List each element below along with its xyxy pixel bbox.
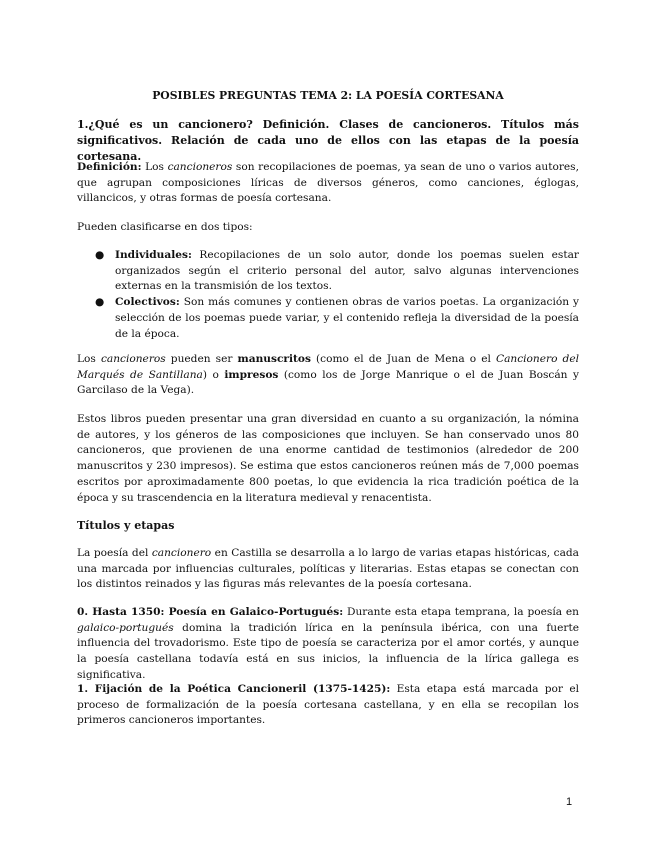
text-run: manuscritos — [237, 353, 311, 365]
bullet-label: Colectivos: — [115, 296, 180, 309]
text-run: pueden ser — [165, 353, 238, 365]
stages-intro-paragraph — [77, 546, 579, 593]
stage-0-paragraph — [77, 605, 579, 684]
text-run: Durante esta etapa temprana, la poesía en — [343, 606, 579, 618]
text-run: (como el de Juan de Mena o el — [310, 353, 496, 365]
text-run: cancionero — [151, 547, 212, 559]
definition-label: Definición: — [77, 161, 142, 173]
manuscripts-paragraph — [77, 352, 579, 399]
bullet-icon: ● — [95, 296, 105, 309]
text-run: Cancionero del Marqués de Santillana — [77, 353, 580, 381]
bullet-label: Individuales: — [115, 249, 192, 261]
text-run: en Castilla se desarrolla a lo largo de varias etapas históricas, cada una marcada por influencias culturales, políticas y literarias. Estas etapas se conectan con los distintos reinados y las figuras más relevantes de la poesía cortesana. — [77, 547, 580, 591]
definition-italic: cancioneros — [167, 161, 233, 173]
definition-paragraph — [77, 160, 579, 207]
page-number: 1 — [566, 796, 573, 808]
text-run: (como los de Jorge Manrique o el de Juan Boscán y Garcilaso de la Vega). — [77, 368, 579, 397]
text-run: La poesía del — [77, 547, 152, 559]
text-run: domina la tradición lírica en la península ibérica, con una fuerte influencia del trovadorismo. Este tipo de poesía se caracteriza por el amor cortés, y aunque la poesía castellana todavía está en sus inicios, la influencia de la lírica gallega es significativa. — [77, 621, 579, 681]
list-item — [77, 295, 579, 342]
text-run: Esta etapa está marcada por el proceso de formalización de la poesía cortesana castellana, y en ella se recopilan los primeros cancioneros importantes. — [77, 683, 579, 727]
list-item — [77, 248, 579, 295]
definition-pre: Los — [141, 161, 168, 173]
text-run: ) o — [202, 368, 225, 381]
bullet-icon: ● — [95, 249, 105, 261]
classification-intro: Pueden clasificarse en dos tipos: — [77, 221, 253, 233]
bullet-text: Son más comunes y contienen obras de varios poetas. La organización y selección de los poemas puede variar, y el contenido refleja la diversidad de la poesía de la época. — [115, 296, 579, 340]
stage-label: 1. Fijación de la Poética Cancioneril (1375-1425): — [77, 683, 391, 695]
types-list — [77, 248, 579, 342]
question-heading: 1.¿Qué es un cancionero? Definición. Clases de cancioneros. Títulos más significativos. Relación de cada uno de ellos con las etapas de la poesía cortesana. — [77, 118, 579, 163]
bullet-text: Recopilaciones de un solo autor, donde los poemas suelen estar organizados según el criterio personal del autor, salvo algunas intervenciones externas en la transmisión de los textos. — [115, 249, 579, 293]
document-title: POSIBLES PREGUNTAS TEMA 2: LA POESÍA CORTESANA — [152, 89, 504, 102]
stage-label: 0. Hasta 1350: Poesía en Galaico-Portugués: — [77, 606, 344, 618]
definition-text: son recopilaciones de poemas, ya sean de uno o varios autores, que agrupan composiciones líricas de diversos géneros, como canciones, églogas, villancicos, y otras formas de poesía cortesana. — [77, 161, 579, 205]
text-run: impresos — [224, 368, 279, 381]
section-subheading: Títulos y etapas — [77, 519, 175, 532]
diversity-paragraph: Estos libros pueden presentar una gran diversidad en cuanto a su organización, la nómina de autores, y los géneros de las composiciones que incluyen. Se han conservado unos 80 cancioneros, que provienen de una enorme cantidad de testimonios (alrededor de 200 manuscritos y 230 impresos). Se estima que estos cancioneros reúnen más de 7,000 poemas escritos por aproximadamente 800 poetas, lo que evidencia la rica tradición poética de la época y su trascendencia en la literatura medieval y renacentista. — [77, 413, 579, 504]
text-run: galaico-portugués — [77, 621, 174, 634]
stage-1-paragraph — [77, 682, 579, 729]
text-run: cancioneros — [100, 353, 166, 365]
text-run: Los — [77, 353, 101, 365]
